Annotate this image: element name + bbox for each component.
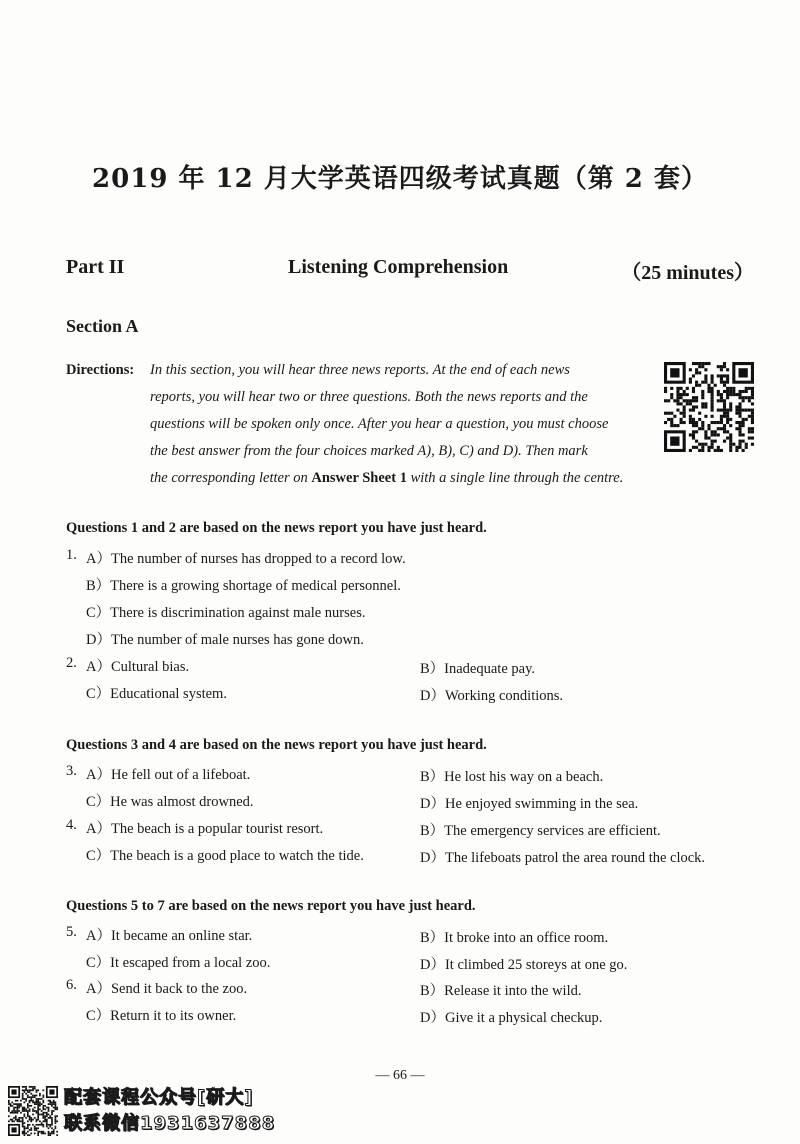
option-3b: B）He lost his way on a beach. (420, 769, 604, 785)
option-4b: B）The emergency services are efficient. (420, 823, 661, 839)
banner-line-2: 联系微信1931637888 (64, 1113, 276, 1134)
option-1d: D）The number of male nurses has gone down. (86, 632, 364, 648)
question-number: 1. (66, 547, 77, 563)
question-number: 6. (66, 977, 77, 993)
option-4d: D）The lifeboats patrol the area round the clock. (420, 850, 706, 866)
part-header (66, 256, 754, 286)
question-number: 4. (66, 817, 77, 833)
directions-line: the best answer from the four choices marked A), B), C) and D). Then mark (150, 443, 588, 459)
part-title: Listening Comprehension (288, 256, 509, 278)
option-2a: A）Cultural bias. (86, 659, 190, 675)
option-4a: A）The beach is a popular tourist resort. (86, 821, 324, 837)
option-1a: A）The number of nurses has dropped to a record low. (86, 551, 406, 567)
option-2b: B）Inadequate pay. (420, 661, 536, 677)
directions-line: questions will be spoken only once. After you hear a question, you must choose (150, 416, 609, 432)
option-2d: D）Working conditions. (420, 688, 564, 704)
option-6d: D）Give it a physical checkup. (420, 1010, 603, 1026)
directions-line (150, 465, 676, 492)
directions-text-after: with a single line through the centre. (406, 470, 624, 486)
qr-code-icon (664, 362, 754, 452)
option-5c: C）It escaped from a local zoo. (86, 955, 271, 971)
part-label: Part II (66, 256, 125, 278)
option-6a: A）Send it back to the zoo. (86, 981, 248, 997)
directions-text-before: the corresponding letter on (150, 470, 312, 486)
directions-line: In this section, you will hear three news reports. At the end of each news (150, 362, 570, 378)
question-number: 2. (66, 655, 77, 671)
banner-line-1: 配套课程公众号[研大] (64, 1087, 254, 1108)
question-number: 3. (66, 763, 77, 779)
option-6c: C）Return it to its owner. (86, 1008, 237, 1024)
option-3c: C）He was almost drowned. (86, 794, 254, 810)
directions-text (150, 357, 676, 492)
qr-code-icon (8, 1086, 58, 1136)
directions-line: reports, you will hear two or three questions. Both the news reports and the (150, 389, 588, 405)
option-3a: A）He fell out of a lifeboat. (86, 767, 251, 783)
page-number: — 66 — (375, 1068, 425, 1083)
part-time: （25 minutes） (621, 262, 754, 284)
section-heading: Section A (66, 316, 139, 336)
option-1c: C）There is discrimination against male nurses. (86, 605, 366, 621)
option-4c: C）The beach is a good place to watch the tide. (86, 848, 364, 864)
directions-label: Directions: (66, 362, 135, 378)
answer-sheet-label: Answer Sheet 1 (311, 470, 407, 486)
option-5b: B）It broke into an office room. (420, 930, 609, 946)
option-3d: D）He enjoyed swimming in the sea. (420, 796, 639, 812)
option-1b: B）There is a growing shortage of medical personnel. (86, 578, 401, 594)
option-6b: B）Release it into the wild. (420, 983, 582, 999)
option-5a: A）It became an online star. (86, 928, 253, 944)
question-group-heading: Questions 5 to 7 are based on the news report you have just heard. (66, 898, 476, 914)
page-title: 2019 年 12 月大学英语四级考试真题（第 2 套） (92, 164, 708, 194)
watermark-banner (8, 1086, 308, 1136)
option-5d: D）It climbed 25 storeys at one go. (420, 957, 628, 973)
question-group-heading: Questions 1 and 2 are based on the news report you have just heard. (66, 520, 487, 536)
question-number: 5. (66, 924, 77, 940)
option-2c: C）Educational system. (86, 686, 227, 702)
question-group-heading: Questions 3 and 4 are based on the news report you have just heard. (66, 737, 487, 753)
